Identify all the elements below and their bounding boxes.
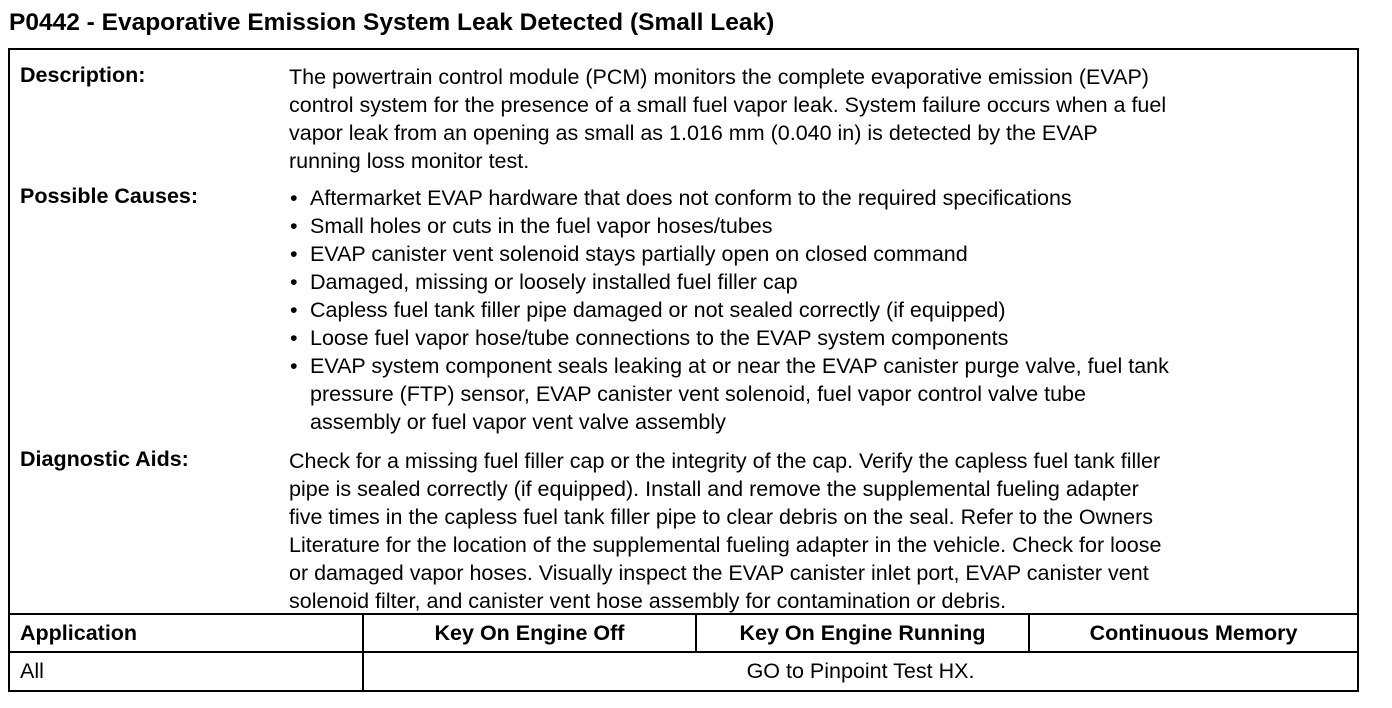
diagnostic-aids-line: or damaged vapor hoses. Visually inspect the EVAP canister inlet port, EVAP canister vent xyxy=(289,561,1149,585)
description-line: vapor leak from an opening as small as 1.016 mm (0.040 in) is detected by the EVAP xyxy=(289,121,1098,145)
cell-pinpoint-test: GO to Pinpoint Test HX. xyxy=(746,658,975,683)
cause-item xyxy=(289,240,1349,268)
description-line: control system for the presence of a small fuel vapor leak. System failure occurs when a fuel xyxy=(289,93,1167,117)
diagnostic-aids-line: solenoid filter, and canister vent hose assembly for contamination or debris. xyxy=(289,589,1007,613)
cause-text: Capless fuel tank filler pipe damaged or not sealed correctly (if equipped) xyxy=(310,298,1006,322)
diagnostic-aids-line: Check for a missing fuel filler cap or the integrity of the cap. Verify the capless fuel tank filler xyxy=(289,449,1161,473)
cause-item xyxy=(289,296,1349,324)
description-line: running loss monitor test. xyxy=(289,149,530,173)
bullet-icon: • xyxy=(290,354,298,378)
bullet-icon: • xyxy=(290,242,298,266)
bullet-icon: • xyxy=(290,298,298,322)
bullet-icon: • xyxy=(290,186,298,210)
diagnostic-aids-line: five times in the capless fuel tank filler pipe to clear debris on the seal. Refer to the Owners xyxy=(289,505,1154,529)
cause-item xyxy=(289,324,1349,352)
cause-text-continued: pressure (FTP) sensor, EVAP canister vent solenoid, fuel vapor control valve tube xyxy=(310,382,1086,406)
cause-item xyxy=(289,352,1349,436)
diagnostic-aids-label: Diagnostic Aids: xyxy=(20,447,189,471)
cause-text: Aftermarket EVAP hardware that does not conform to the required specifications xyxy=(310,186,1072,210)
cause-item xyxy=(289,184,1349,212)
header-continuous-memory: Continuous Memory xyxy=(1089,620,1298,645)
diagnostic-aids-line: pipe is sealed correctly (if equipped). Install and remove the supplemental fueling adapter xyxy=(289,477,1139,501)
cause-text: Damaged, missing or loosely installed fuel filler cap xyxy=(310,270,798,294)
cause-item xyxy=(289,212,1349,240)
cause-text: Loose fuel vapor hose/tube connections to the EVAP system components xyxy=(310,326,1009,350)
bullet-icon: • xyxy=(290,214,298,238)
header-koeo: Key On Engine Off xyxy=(434,620,625,645)
cause-item xyxy=(289,268,1349,296)
description-line: The powertrain control module (PCM) monitors the complete evaporative emission (EVAP) xyxy=(289,65,1149,89)
cause-text-continued: assembly or fuel vapor vent valve assembly xyxy=(310,410,726,434)
bullet-icon: • xyxy=(290,270,298,294)
possible-causes-list xyxy=(289,184,1349,436)
description-text xyxy=(289,63,1349,175)
cause-text: Small holes or cuts in the fuel vapor hoses/tubes xyxy=(310,214,773,238)
header-application: Application xyxy=(20,620,138,645)
cell-application: All xyxy=(20,658,44,683)
diagnostic-aids-line: Literature for the location of the supplemental fueling adapter in the vehicle. Check for loose xyxy=(289,533,1162,557)
description-label: Description: xyxy=(20,63,146,87)
possible-causes-label: Possible Causes: xyxy=(20,184,199,208)
cause-text: EVAP system component seals leaking at or near the EVAP canister purge valve, fuel tank xyxy=(310,354,1169,378)
cause-text: EVAP canister vent solenoid stays partially open on closed command xyxy=(310,242,968,266)
header-koer: Key On Engine Running xyxy=(739,620,986,645)
page-title: P0442 - Evaporative Emission System Leak Detected (Small Leak) xyxy=(9,9,775,36)
diagnostic-aids-text xyxy=(289,447,1349,615)
dtc-table xyxy=(8,48,1359,692)
bullet-icon: • xyxy=(290,326,298,350)
